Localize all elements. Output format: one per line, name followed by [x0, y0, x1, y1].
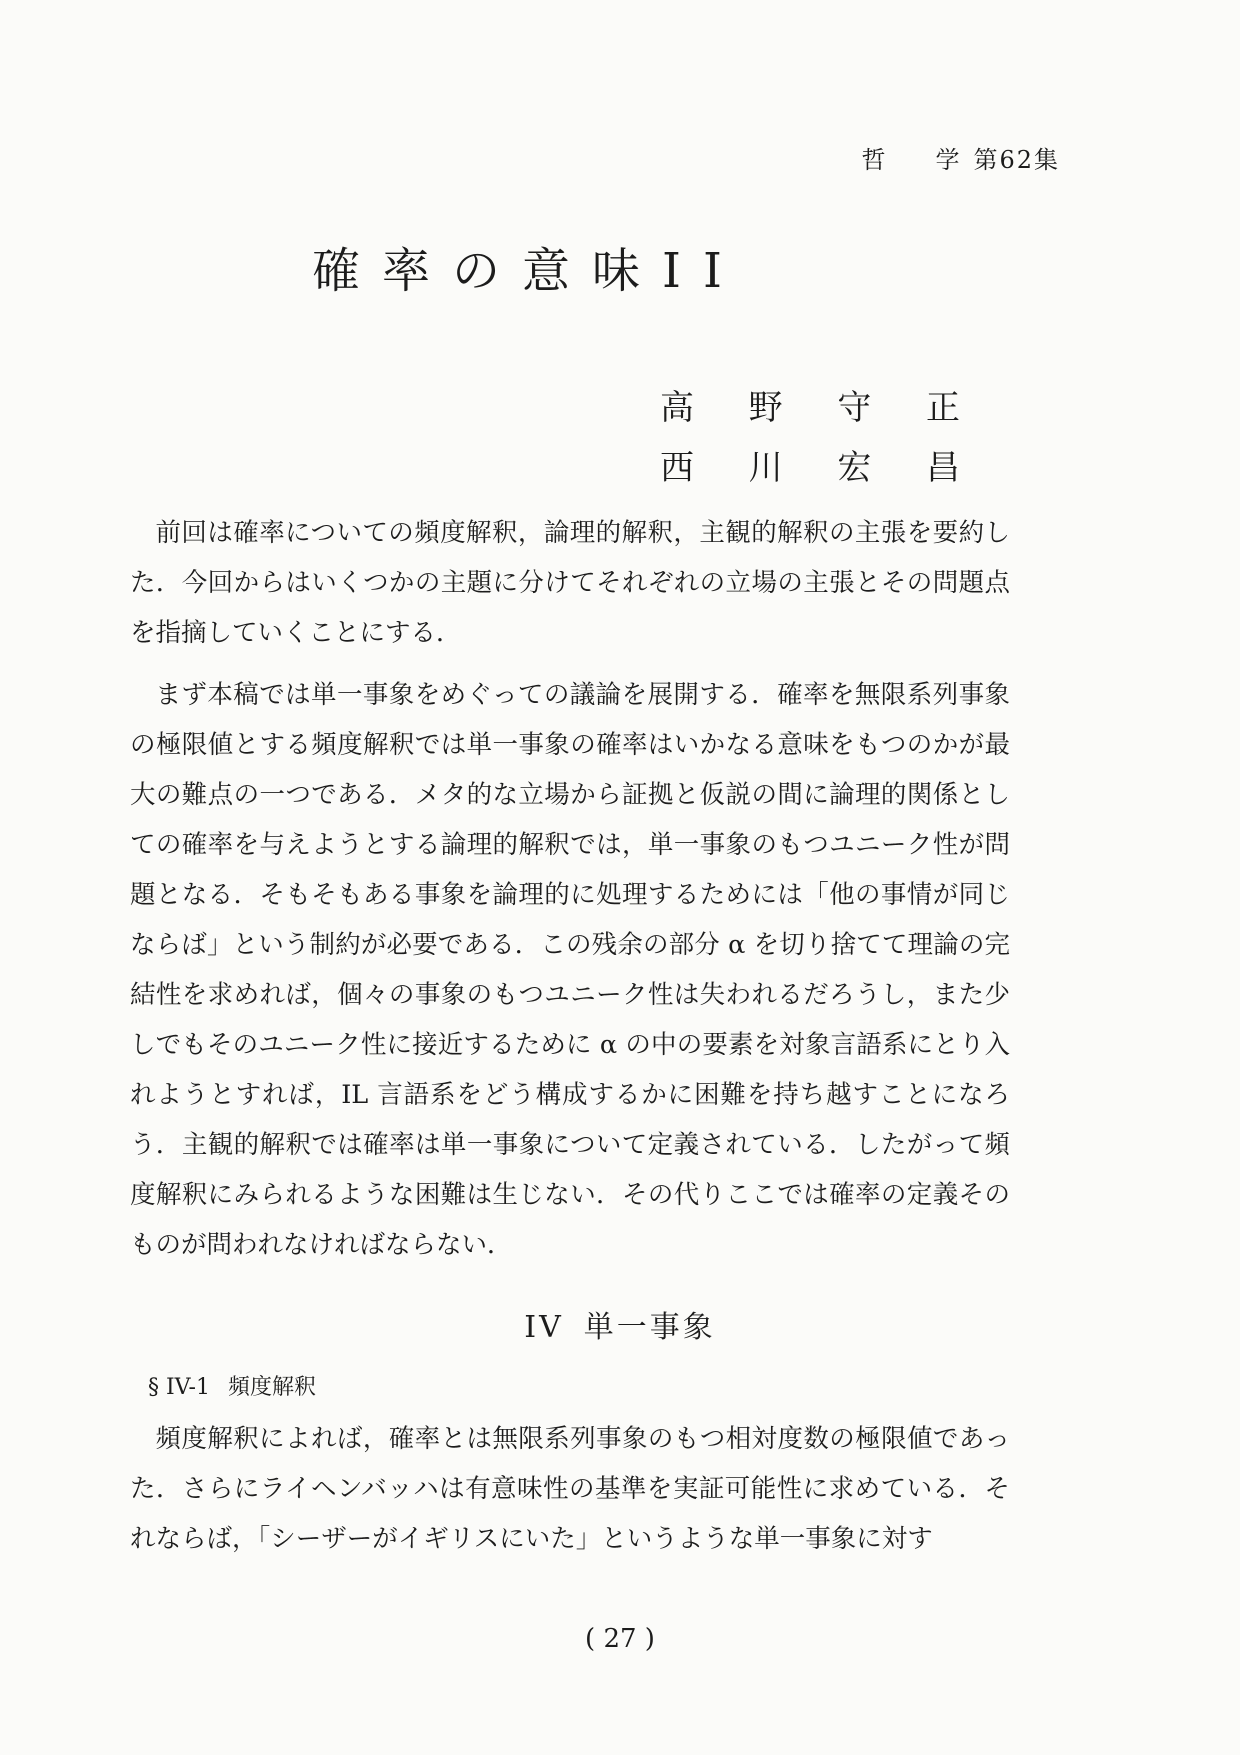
subsection-number: § IV-1	[148, 1375, 210, 1400]
section-number: IV	[524, 1310, 564, 1345]
author-char: 昌	[925, 448, 960, 488]
paragraph-2: まず本稿では単一事象をめぐっての議論を展開する．確率を無限系列事象の極限値とする頻度解釈では単一事象の確率はいかなる意味をもつのかが最大の難点の一つである．メタ的な立場から証拠と仮説の間に論理的関係としての確率を与えようとする論理的解釈では，単一事象のもつユニーク性が問題となる．そもそもある事象を論理的に処理するためには「他の事情が同じならば」という制約が必要である．この残余の部分 α を切り捨てて理論の完結性を求めれば，個々の事象のもつユニーク性は失われるだろうし，また少しでもそのユニーク性に接近するために α の中の要素を対象言語系にとり入れようとすれば，IL 言語系をどう構成するかに困難を持ち越すことになろう．主観的解釈では確率は単一事象について定義されている．したがって頻度解釈にみられるような困難は生じない．その代りここでは確率の定義そのものが問われなければならない．	[130, 680, 1010, 1260]
author-char: 高	[660, 388, 694, 428]
paragraph-3: 頻度解釈によれば，確率とは無限系列事象のもつ相対度数の極限値であった．さらにライヘンバッハは有意味性の基準を実証可能性に求めている．それならば，「シーザーがイギリスにいた」というような単一事象に対す	[130, 1424, 1010, 1554]
paragraph-1: 前回は確率についての頻度解釈，論理的解釈，主観的解釈の主張を要約した．今回からはいくつかの主題に分けてそれぞれの立場の主張とその問題点を指摘していくことにする．	[130, 518, 1010, 648]
author-char: 正	[925, 388, 960, 428]
author-block	[660, 378, 960, 498]
journal-header	[861, 140, 1060, 175]
author-char: 西	[660, 448, 694, 488]
subsection-heading	[148, 1370, 316, 1401]
body-text-section	[130, 1414, 1010, 1564]
article-title: 確率の意味II	[312, 243, 744, 299]
author-char: 守	[837, 388, 872, 428]
journal-volume: 第62集	[973, 146, 1060, 174]
body-text-intro	[130, 508, 1010, 1270]
author-2	[660, 438, 960, 498]
page-number: ( 27 )	[585, 1624, 655, 1654]
journal-char-2: 学	[935, 146, 962, 174]
section-title: 単一事象	[583, 1310, 716, 1345]
author-char: 野	[748, 388, 783, 428]
subsection-title: 頻度解釈	[227, 1375, 316, 1400]
author-char: 宏	[837, 448, 872, 488]
journal-char-1: 哲	[861, 146, 888, 174]
section-heading	[0, 1302, 1240, 1346]
author-char: 川	[748, 448, 783, 488]
author-1	[660, 378, 960, 438]
